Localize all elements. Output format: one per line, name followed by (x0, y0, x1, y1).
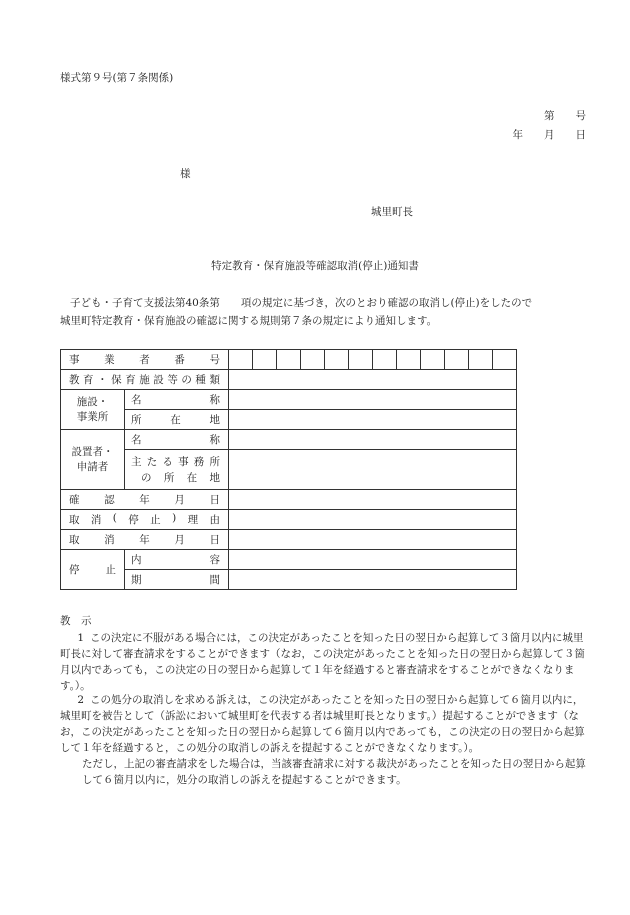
cancel-reason-row (61, 510, 517, 530)
suspend-period-label (125, 570, 229, 590)
suspend-group-label (61, 550, 125, 590)
cancel-date-row (61, 530, 517, 550)
business-number-row (61, 350, 517, 370)
body-line-2: 城里町特定教育・保育施設の確認に関する規則第７条の規定により通知します。 (60, 315, 438, 327)
suspend-content-row (61, 550, 517, 570)
document-number-line: 第 号 (544, 110, 586, 122)
facility-name-label-text: 名 称 (131, 394, 220, 406)
facility-name-value[interactable] (229, 390, 517, 410)
digit-cell[interactable] (349, 350, 373, 370)
facility-name-row (61, 390, 517, 410)
digit-cell[interactable] (277, 350, 301, 370)
facility-type-row (61, 370, 517, 390)
digit-cell[interactable] (253, 350, 277, 370)
facility-location-label-text: 所 在 地 (131, 414, 220, 426)
facility-location-value[interactable] (229, 410, 517, 430)
digit-cell[interactable] (493, 350, 517, 370)
digit-cell[interactable] (325, 350, 349, 370)
digit-cell[interactable] (397, 350, 421, 370)
main-office-label-2: の 所 在 地 (141, 471, 220, 484)
main-office-label (125, 450, 229, 490)
digit-cell[interactable] (469, 350, 493, 370)
notice-item-1-text: この決定に不服がある場合には，この決定があったことを知った日の翌日から起算して３箇月以内に城里町長に対して審査請求をすることができます（なお，この決定があったことを知った日の翌日から起算して３箇月以内であっても，この決定の日の翌日から起算して１年を経過すると審査請求をすることができなくなります。）。 (60, 632, 585, 692)
cancel-reason-label-text: 取 消 ( 停 止 ) 理 由 (69, 512, 220, 526)
suspend-group-label-text: 停 止 (69, 564, 116, 576)
facility-location-label (125, 410, 229, 430)
main-office-label-1: 主 た る 事 務 所 (131, 455, 220, 468)
confirm-date-row (61, 490, 517, 510)
notice-item-2-proviso: ただし，上記の審査請求をした場合は，当該審査請求に対する裁決があったことを知った日の翌日から起算して６箇月以内に，処分の取消しの訴えを提起することができます。 (82, 758, 586, 786)
suspend-content-label (125, 550, 229, 570)
facility-type-label (61, 370, 229, 390)
addressee-suffix: 様 (180, 168, 191, 180)
facility-type-value[interactable] (229, 370, 517, 390)
information-table (60, 349, 517, 590)
cancel-date-label (61, 530, 229, 550)
cancel-reason-value[interactable] (229, 510, 517, 530)
notice-item-2-number: 2 (77, 694, 84, 706)
founder-group-label-1: 設置者・ (71, 445, 114, 458)
facility-name-label (125, 390, 229, 410)
facility-group-label (61, 390, 125, 430)
suspend-content-value[interactable] (229, 550, 517, 570)
cancel-date-label-text: 取 消 年 月 日 (69, 534, 220, 546)
main-office-row (61, 450, 517, 490)
confirm-date-value[interactable] (229, 490, 517, 510)
notice-item-1 (60, 630, 588, 694)
body-text (60, 294, 580, 330)
document-date-line: 年 月 日 (512, 129, 586, 141)
notice-item-2 (60, 692, 588, 788)
founder-group-label-2: 申請者 (76, 460, 109, 473)
confirm-date-label-text: 確 認 年 月 日 (69, 494, 220, 506)
founder-name-row (61, 430, 517, 450)
digit-cell[interactable] (229, 350, 253, 370)
suspend-period-value[interactable] (229, 570, 517, 590)
founder-name-label (125, 430, 229, 450)
cancel-date-value[interactable] (229, 530, 517, 550)
digit-cell[interactable] (301, 350, 325, 370)
confirm-date-label (61, 490, 229, 510)
digit-cell[interactable] (445, 350, 469, 370)
facility-group-label-2: 事業所 (76, 410, 109, 423)
suspend-period-row (61, 570, 517, 590)
document-title: 特定教育・保育施設等確認取消(停止)通知書 (211, 260, 419, 272)
notice-item-2-text: この処分の取消しを求める訴えは，この決定があったことを知った日の翌日から起算して６箇月以内に，城里町を被告として（訴訟において城里町を代表する者は城里町長となります。）提起することができます（なお，この決定があったことを知った日の翌日から起算して６箇月以内であっても，この決定の日の翌日から起算して１年を経過すると，この処分の取消しの訴えを提起することができなくなります。）。 (60, 694, 585, 754)
founder-name-value[interactable] (229, 430, 517, 450)
digit-cell[interactable] (373, 350, 397, 370)
form-number: 様式第９号(第７条関係) (60, 72, 174, 84)
body-line-1: 子ども・子育て支援法第40条第 項の規定に基づき，次のとおり確認の取消し(停止)をしたので (70, 297, 533, 309)
business-number-label (61, 350, 229, 370)
issuer: 城里町長 (371, 206, 413, 218)
main-office-value[interactable] (229, 450, 517, 490)
business-number-label-text: 事 業 者 番 号 (69, 354, 220, 366)
facility-type-label-text: 教 育 ・ 保 育 施 設 等 の 種 類 (69, 374, 220, 386)
facility-group-label-1: 施設・ (76, 395, 109, 408)
notice-heading: 教 示 (60, 615, 92, 627)
facility-location-row (61, 410, 517, 430)
cancel-reason-label (61, 510, 229, 530)
founder-group-label (61, 430, 125, 490)
suspend-period-label-text: 期 間 (131, 574, 220, 586)
notice-item-1-number: 1 (77, 632, 84, 644)
suspend-content-label-text: 内 容 (131, 554, 220, 566)
digit-cell[interactable] (421, 350, 445, 370)
founder-name-label-text: 名 称 (131, 434, 220, 446)
